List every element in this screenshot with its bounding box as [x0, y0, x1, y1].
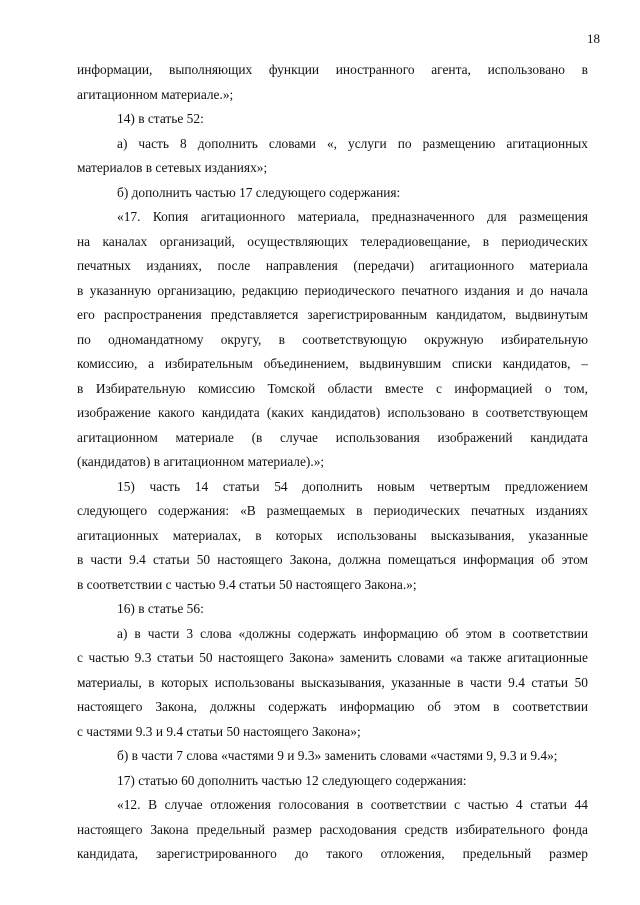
text-line: материалов в сетевых изданиях»;	[77, 160, 268, 175]
text-line: «12. В случае отложения голосования в соответствии с частью 4 статьи 44	[117, 797, 588, 812]
text-line: материалы, в которых использованы высказывания, указанные в части 9.4 статьи 50	[77, 674, 588, 690]
text-line: в Избирательную комиссию Томской области вместе с информацией о том,	[77, 380, 588, 396]
text-line: агитационном материале.»;	[77, 86, 234, 102]
text-line: изображение какого кандидата (каких кандидатов) использовано в соответствующем	[77, 405, 588, 420]
text-line: кандидата, зарегистрированного до такого отложения, предельный размер	[77, 846, 588, 861]
text-line: настоящего Закона предельный размер расходования средств избирательного фонда	[77, 821, 588, 837]
text-line: б) в части 7 слова «частями 9 и 9.3» заменить словами «частями 9, 9.3 и 9.4»;	[117, 748, 558, 763]
text-line: 14) в статье 52:	[117, 111, 204, 126]
text-line: 15) часть 14 статьи 54 дополнить новым четвертым предложением	[117, 478, 588, 494]
text-line: в соответствии с частью 9.4 статьи 50 настоящего Закона.»;	[77, 576, 417, 592]
text-line: агитационном материале (в случае использования изображений кандидата	[77, 429, 588, 445]
text-line: его распространения представляется зарегистрированным кандидатом, выдвинутым	[77, 307, 588, 322]
text-line: (кандидатов) в агитационном материале).»;	[77, 454, 325, 469]
text-line: агитационных материалах, в которых использованы высказывания, указанные	[77, 527, 588, 543]
text-line: следующего содержания: «В размещаемых в периодических печатных изданиях	[77, 503, 588, 518]
page-number: 18	[587, 31, 600, 46]
text-line: 17) статью 60 дополнить частью 12 следующего содержания:	[117, 772, 467, 788]
text-line: а) в части 3 слова «должны содержать информацию об этом в соответствии	[117, 625, 588, 641]
text-line: б) дополнить частью 17 следующего содержания:	[117, 184, 401, 200]
text-line: а) часть 8 дополнить словами «, услуги по размещению агитационных	[117, 135, 588, 151]
text-line: с частями 9.3 и 9.4 статьи 50 настоящего Закона»;	[77, 723, 361, 739]
text-line: комиссию, а избирательным объединением, выдвинувшим списки кандидатов, –	[77, 356, 588, 371]
text-line: с частью 9.3 статьи 50 настоящего Закона» заменить словами «а также агитационные	[77, 650, 588, 665]
text-line: печатных изданиях, после направления (передачи) агитационного материала	[77, 258, 588, 273]
text-line: в указанную организацию, редакцию периодического печатного издания и до начала	[77, 282, 588, 298]
text-line: 16) в статье 56:	[117, 601, 204, 616]
text-line: по одномандатному округу, в соответствующую окружную избирательную	[77, 331, 588, 347]
text-line: информации, выполняющих функции иностранного агента, использовано в	[77, 62, 588, 77]
text-line: в части 9.4 статьи 50 настоящего Закона, должна помещаться информация об этом	[77, 552, 588, 567]
text-line: настоящего Закона, должны содержать информацию об этом в соответствии	[77, 699, 588, 714]
document-body	[77, 58, 588, 867]
text-line: «17. Копия агитационного материала, предназначенного для размещения	[117, 209, 588, 224]
text-line: на каналах организаций, осуществляющих телерадиовещание, в периодических	[77, 233, 588, 249]
